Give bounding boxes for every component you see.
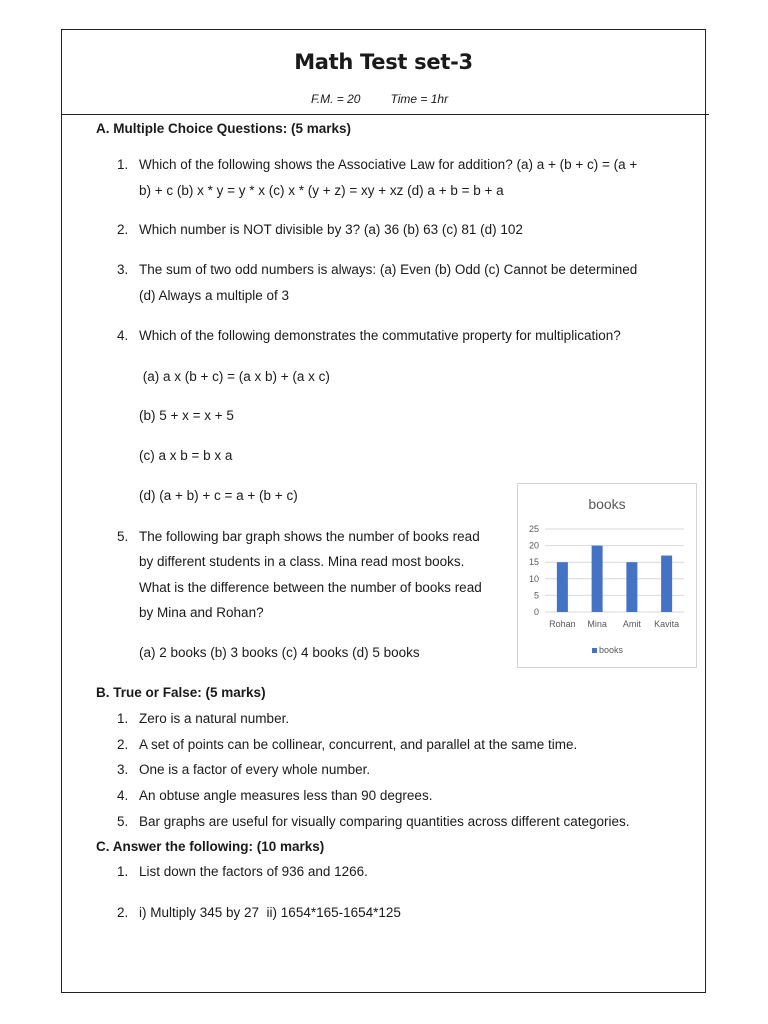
q1-line2: b) + c (b) x * y = y * x (c) x * (y + z) = xy + xz (d) a + b = b + a xyxy=(139,183,504,198)
header-divider xyxy=(61,114,709,115)
q5-line4: by Mina and Rohan? xyxy=(139,605,264,620)
legend-swatch xyxy=(592,648,597,653)
bar-mina xyxy=(592,546,603,612)
q4-option-a: (a) a x (b + c) = (a x b) + (a x c) xyxy=(139,369,330,384)
chart-x-axis xyxy=(549,619,679,629)
time-limit: Time = 1hr xyxy=(390,92,449,106)
tf5-number: 5. xyxy=(117,814,129,829)
q5-line3: What is the difference between the number of books read xyxy=(139,580,482,595)
y-tick-label: 15 xyxy=(528,557,539,568)
bar-kavita xyxy=(661,556,672,612)
section-b-heading: B. True or False: (5 marks) xyxy=(96,685,266,700)
c2-number: 2. xyxy=(117,905,129,920)
c2-text: i) Multiply 345 by 27 ii) 1654*165-1654*125 xyxy=(139,905,401,920)
y-tick-label: 0 xyxy=(533,607,539,617)
legend-label: books xyxy=(599,645,624,655)
chart-y-axis xyxy=(529,524,539,617)
q3-line2: (d) Always a multiple of 3 xyxy=(139,288,290,303)
x-tick-label: Amit xyxy=(622,619,641,629)
section-a-heading: A. Multiple Choice Questions: (5 marks) xyxy=(96,121,352,136)
tf4-number: 4. xyxy=(117,788,129,803)
c1-number: 1. xyxy=(117,864,129,879)
full-marks: F.M. = 20 xyxy=(311,92,361,106)
y-tick-label: 5 xyxy=(533,590,539,601)
q4-option-c: (c) a x b = b x a xyxy=(139,448,233,463)
tf3-number: 3. xyxy=(117,762,129,777)
q4-number: 4. xyxy=(117,328,129,343)
tf2-text: A set of points can be collinear, concurrent, and parallel at the same time. xyxy=(139,737,578,752)
q1-line1: Which of the following shows the Associative Law for addition? (a) a + (b + c) = (a + xyxy=(139,157,638,172)
q1-number: 1. xyxy=(117,157,129,172)
x-tick-label: Kavita xyxy=(654,619,680,629)
books-chart xyxy=(517,483,697,668)
c1-text: List down the factors of 936 and 1266. xyxy=(139,864,368,879)
q5-number: 5. xyxy=(117,529,129,544)
x-tick-label: Mina xyxy=(587,619,607,629)
q5-options: (a) 2 books (b) 3 books (c) 4 books (d) 5 books xyxy=(139,645,420,660)
q4-option-d: (d) (a + b) + c = a + (b + c) xyxy=(139,488,298,503)
x-tick-label: Rohan xyxy=(549,619,576,629)
tf1-number: 1. xyxy=(117,711,129,726)
y-tick-label: 20 xyxy=(528,540,539,551)
q3-line1: The sum of two odd numbers is always: (a) Even (b) Odd (c) Cannot be determined xyxy=(139,262,638,277)
bar-rohan xyxy=(557,562,568,612)
tf3-text: One is a factor of every whole number. xyxy=(139,762,371,777)
q5-line2: by different students in a class. Mina read most books. xyxy=(139,554,465,569)
q4-option-b: (b) 5 + x = x + 5 xyxy=(139,408,234,423)
tf2-number: 2. xyxy=(117,737,129,752)
bar-amit xyxy=(626,562,637,612)
q4-line1: Which of the following demonstrates the commutative property for multiplication? xyxy=(139,328,621,343)
test-info xyxy=(311,92,448,106)
y-tick-label: 25 xyxy=(528,524,539,534)
section-c-heading: C. Answer the following: (10 marks) xyxy=(96,839,325,854)
books-chart-svg xyxy=(518,484,696,667)
q3-number: 3. xyxy=(117,262,129,277)
q2-number: 2. xyxy=(117,222,129,237)
page-title: Math Test set-3 xyxy=(294,50,473,74)
chart-title: books xyxy=(588,496,626,512)
y-tick-label: 10 xyxy=(528,573,539,584)
q5-line1: The following bar graph shows the number of books read xyxy=(139,529,480,544)
tf5-text: Bar graphs are useful for visually comparing quantities across different categories. xyxy=(139,814,630,829)
tf4-text: An obtuse angle measures less than 90 degrees. xyxy=(139,788,433,803)
tf1-text: Zero is a natural number. xyxy=(139,711,290,726)
q2-line1: Which number is NOT divisible by 3? (a) 36 (b) 63 (c) 81 (d) 102 xyxy=(139,222,523,237)
